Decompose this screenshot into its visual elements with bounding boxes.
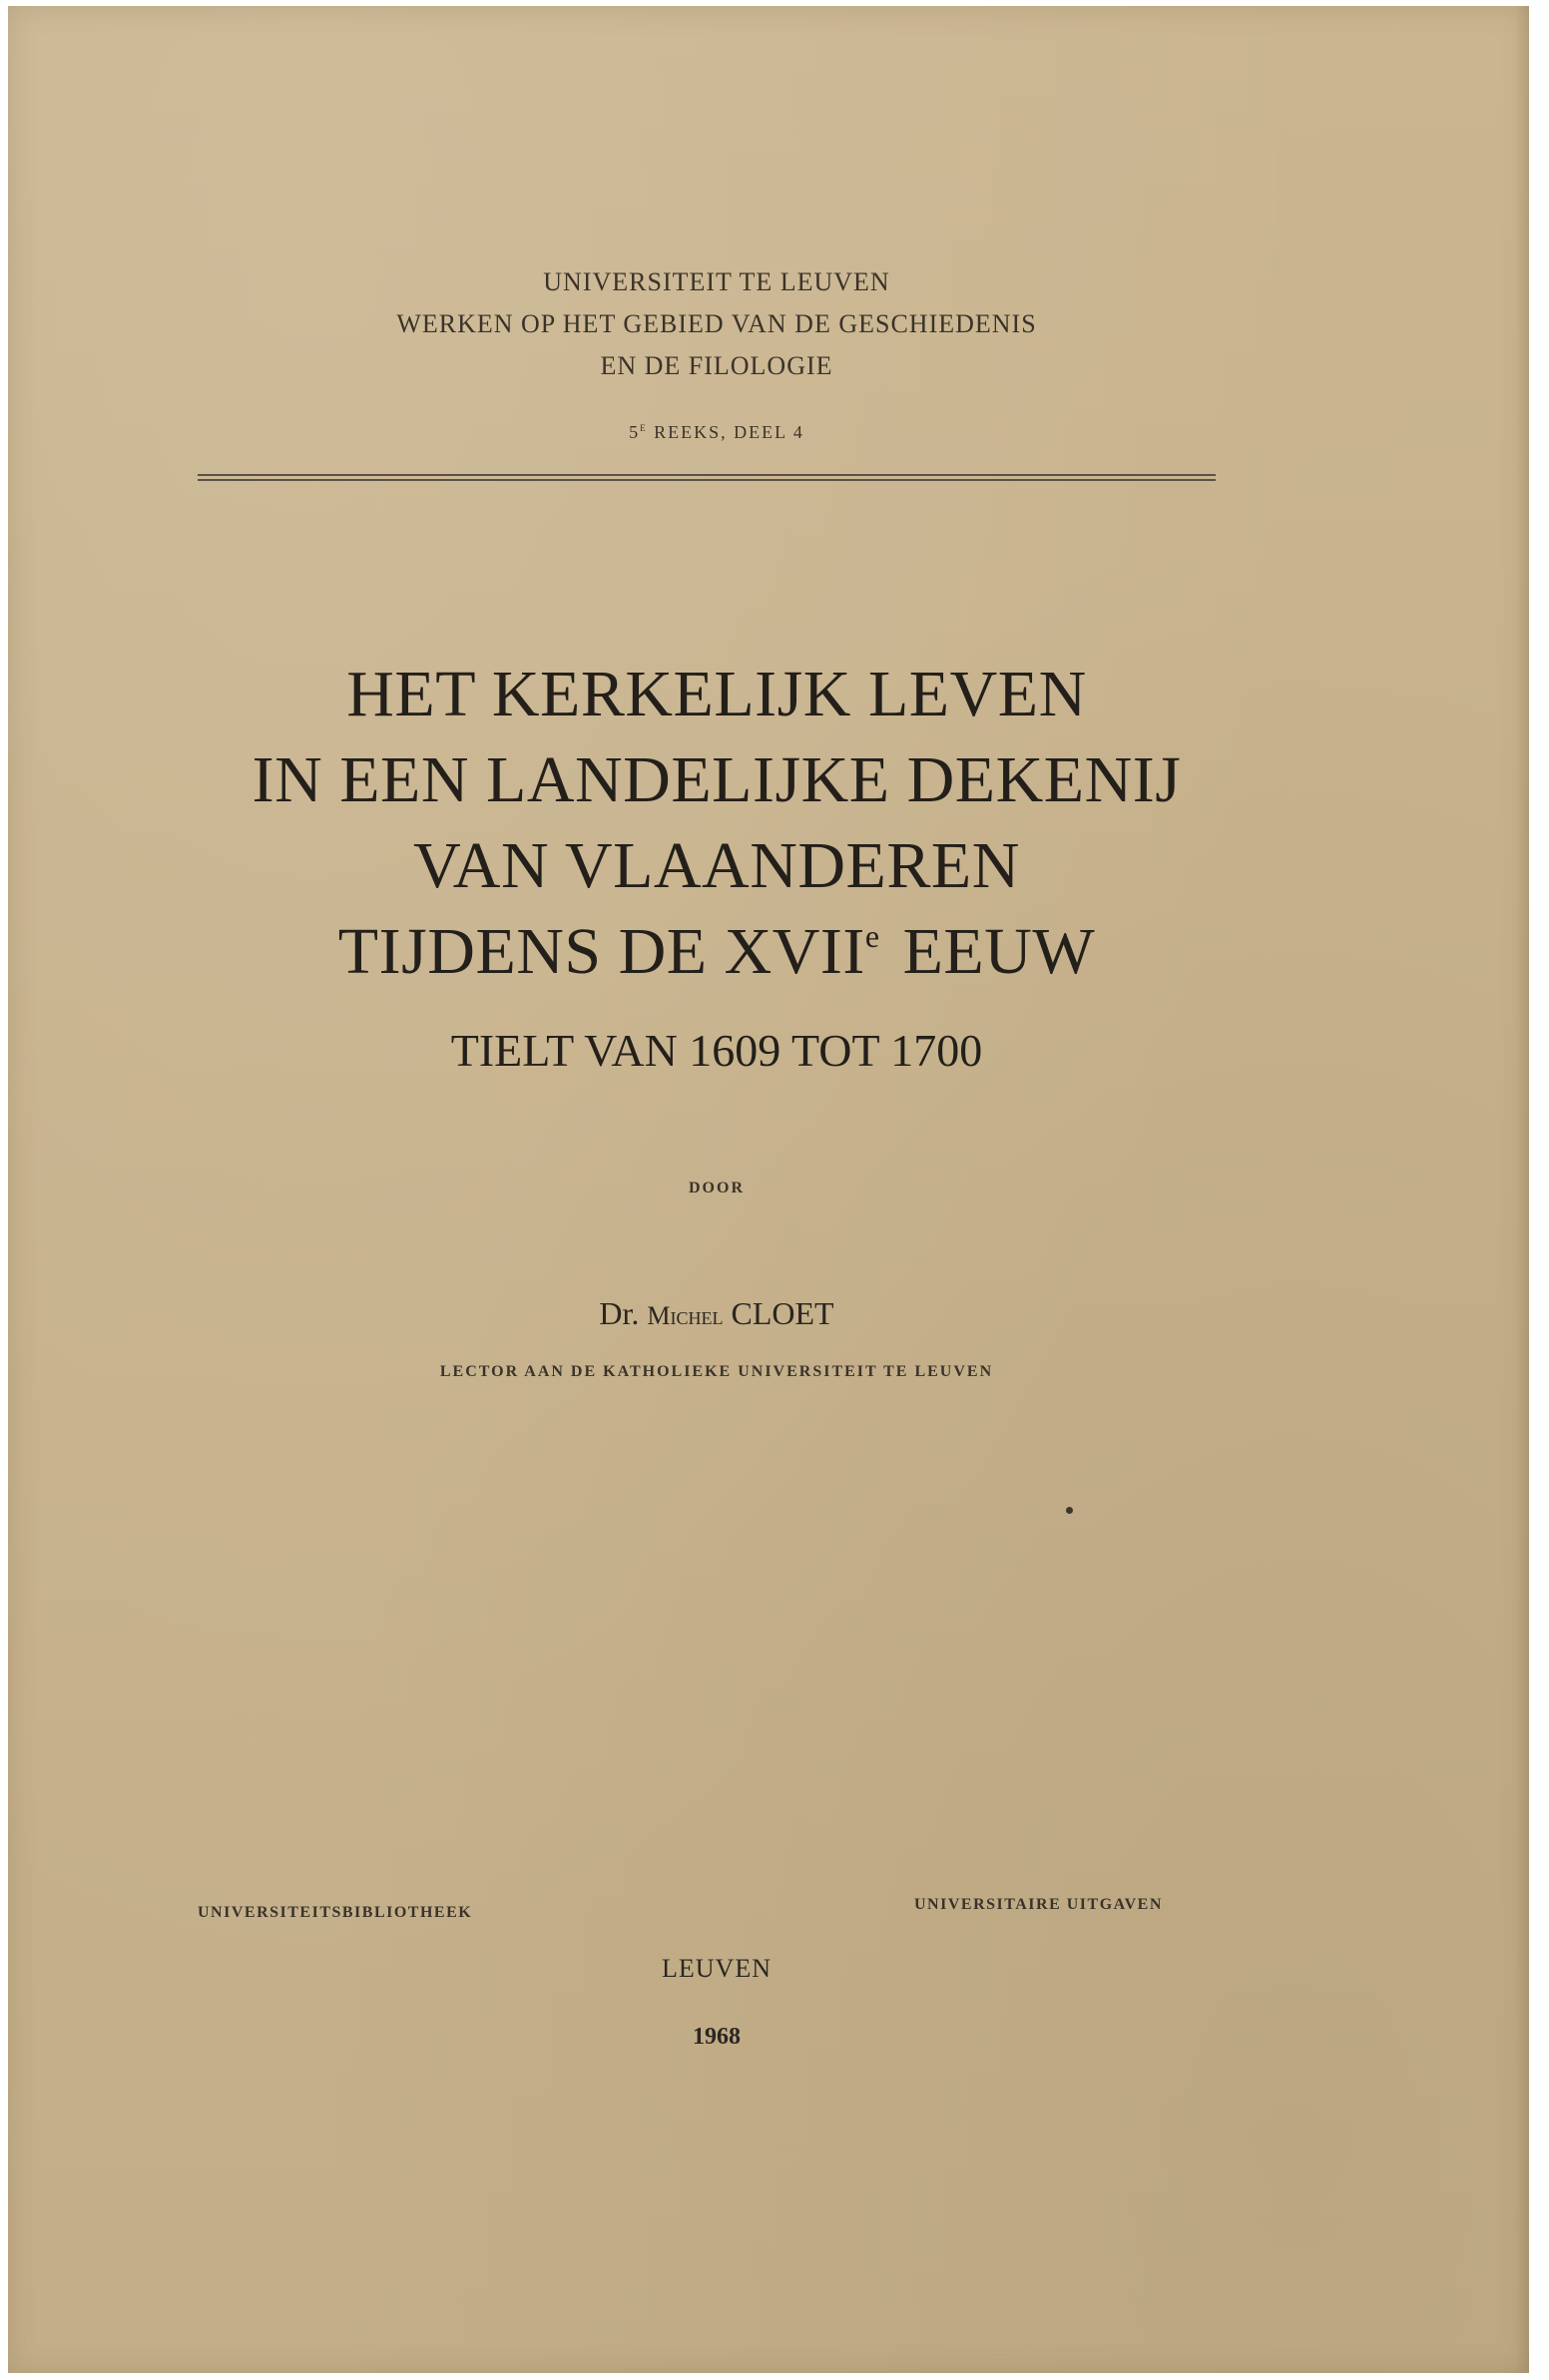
publisher-left: UNIVERSITEITSBIBLIOTHEEK [198, 1904, 473, 1921]
publisher-right: UNIVERSITAIRE UITGAVEN [914, 1896, 1163, 1913]
author-last-name: CLOET [723, 1295, 834, 1331]
imprint-year: 1968 [693, 2024, 741, 2050]
double-rule [198, 474, 1216, 481]
series-number [8, 419, 1425, 443]
title-line-4 [8, 914, 1425, 990]
subtitle: TIELT VAN 1609 TOT 1700 [450, 1025, 983, 1076]
series-collection-line-1: WERKEN OP HET GEBIED VAN DE GESCHIEDENIS [396, 309, 1037, 338]
imprint-place: LEUVEN [662, 1954, 772, 1983]
paper-speck [1066, 1507, 1073, 1514]
series-collection-line-2: EN DE FILOLOGIE [600, 351, 833, 380]
title-line-3: VAN VLAANDEREN [413, 829, 1020, 902]
author-first-name: Michel [647, 1301, 724, 1330]
series-number-suffix: REEKS, DEEL 4 [647, 422, 804, 442]
title-line-4-superscript: e [864, 918, 880, 954]
title-line-4-suffix: EEUW [885, 915, 1096, 988]
title-line-4-prefix: TIJDENS DE XVII [337, 915, 865, 988]
series-number-superscript: e [640, 419, 648, 434]
series-number-prefix: 5 [629, 422, 641, 442]
title-line-1: HET KERKELIJK LEVEN [346, 658, 1087, 730]
series-university: UNIVERSITEIT TE LEUVEN [543, 267, 890, 296]
cover-edge-shadow [1515, 6, 1529, 2373]
title-line-2: IN EEN LANDELIJKE DEKENIJ [252, 743, 1182, 816]
author-prefix: Dr. [599, 1295, 648, 1331]
book-cover [8, 6, 1529, 2373]
author-affiliation: LECTOR AAN DE KATHOLIEKE UNIVERSITEIT TE LEUVEN [439, 1363, 994, 1380]
author-name [8, 1295, 1425, 1332]
byline-by: DOOR [689, 1180, 745, 1196]
